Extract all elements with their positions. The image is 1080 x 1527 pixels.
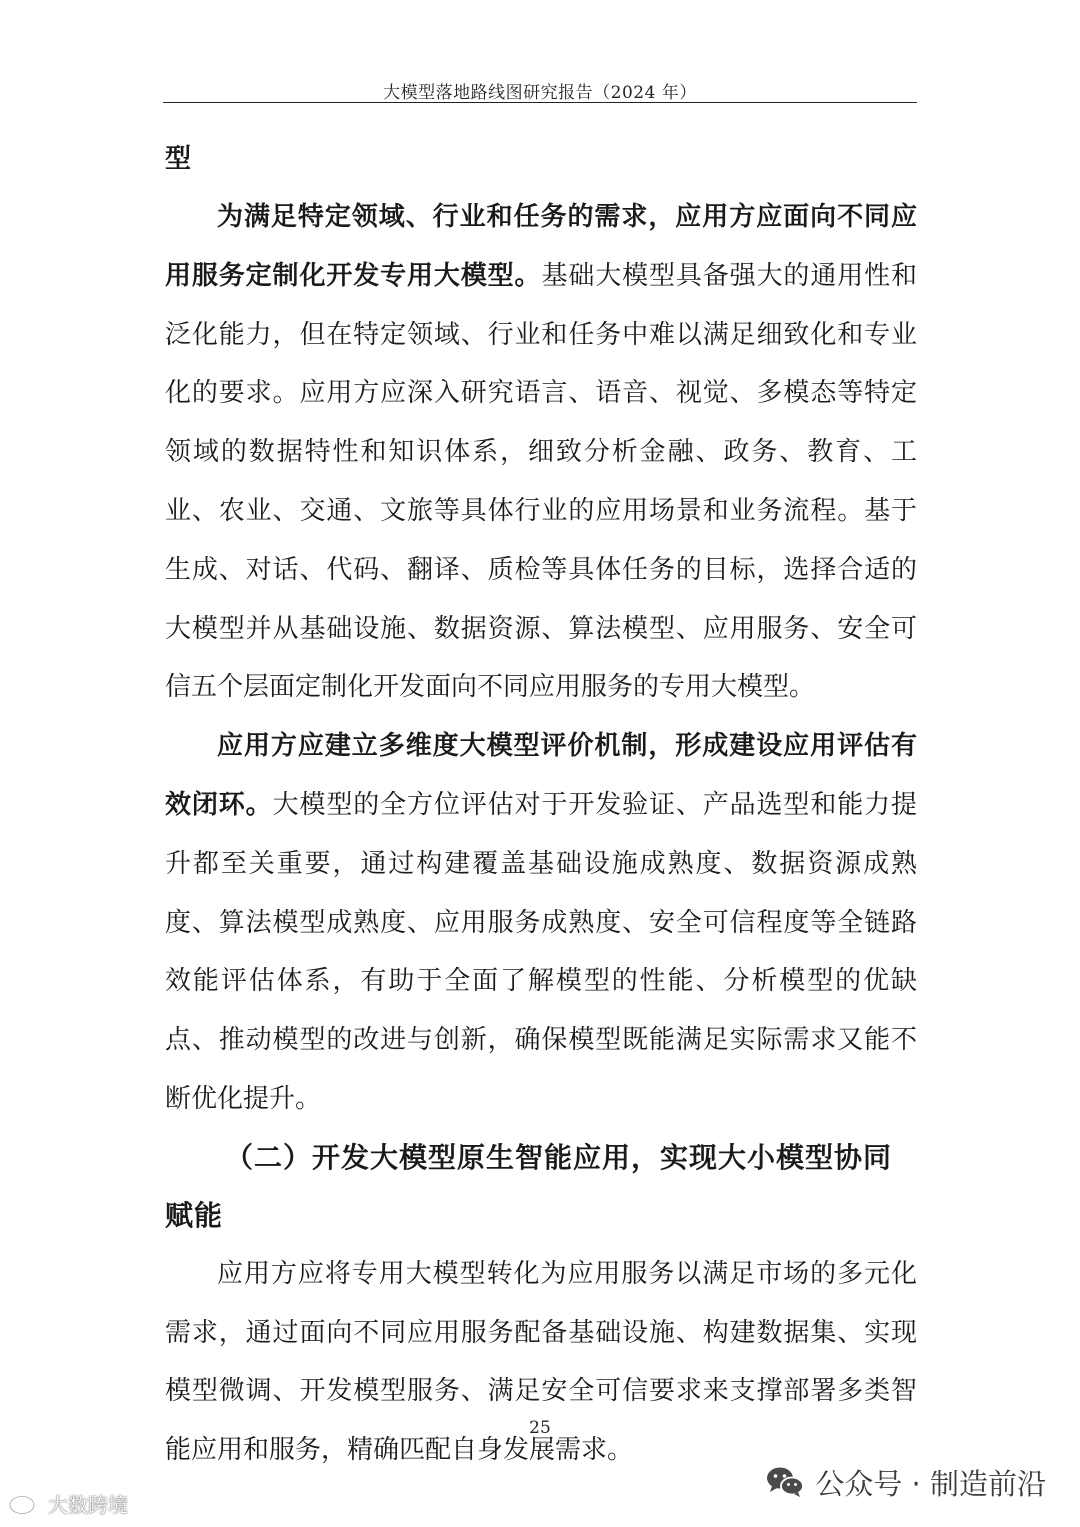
page-number: 25 [529, 1418, 551, 1438]
weibo-logo-icon [8, 1490, 42, 1516]
wechat-logo-icon [765, 1465, 805, 1499]
paragraph-2-lead: 应用方应建立多维度大模型评价机制，形成建设应用评估有效闭环。 [165, 731, 917, 820]
paragraph-1 [165, 188, 917, 717]
section-heading: （二）开发大模型原生智能应用，实现大小模型协同赋能 [165, 1140, 893, 1232]
watermark-right [765, 1462, 1046, 1502]
page-body [165, 130, 917, 1480]
watermark-left [8, 1488, 128, 1518]
running-header: 大模型落地路线图研究报告（2024 年） [383, 83, 697, 103]
header-divider [163, 102, 917, 103]
paragraph-1-lead: 为满足特定领域、行业和任务的需求，应用方应面向不同应用服务定制化开发专用大模型。 [165, 202, 917, 291]
paragraph-2 [165, 717, 917, 1129]
continued-fragment: 型 [165, 144, 192, 174]
watermark-right-text: 公众号 · 制造前沿 [815, 1466, 1046, 1501]
paragraph-3: 应用方应将专用大模型转化为应用服务以满足市场的多元化需求，通过面向不同应用服务配备基础设施、构建数据集、实现模型微调、开发模型服务、满足安全可信要求来支撑部署多类智能应用和服务，精确匹配自身发展需求。 [165, 1258, 917, 1466]
watermark-left-text: 大数跨境 [48, 1492, 128, 1517]
paragraph-2-text: 大模型的全方位评估对于开发验证、产品选型和能力提升都至关重要，通过构建覆盖基础设施成熟度、数据资源成熟度、算法模型成熟度、应用服务成熟度、安全可信程度等全链路效能评估体系，有助于全面了解模型的性能、分析模型的优缺点、推动模型的改进与创新，确保模型既能满足实际需求又能不断优化提升。 [165, 789, 917, 1114]
paragraph-1-text: 基础大模型具备强大的通用性和泛化能力，但在特定领域、行业和任务中难以满足细致化和专业化的要求。应用方应深入研究语言、语音、视觉、多模态等特定领域的数据特性和知识体系，细致分析金融、政务、教育、工业、农业、交通、文旅等具体行业的应用场景和业务流程。基于生成、对话、代码、翻译、质检等具体任务的目标，选择合适的大模型并从基础设施、数据资源、算法模型、应用服务、安全可信五个层面定制化开发面向不同应用服务的专用大模型。 [165, 260, 917, 703]
